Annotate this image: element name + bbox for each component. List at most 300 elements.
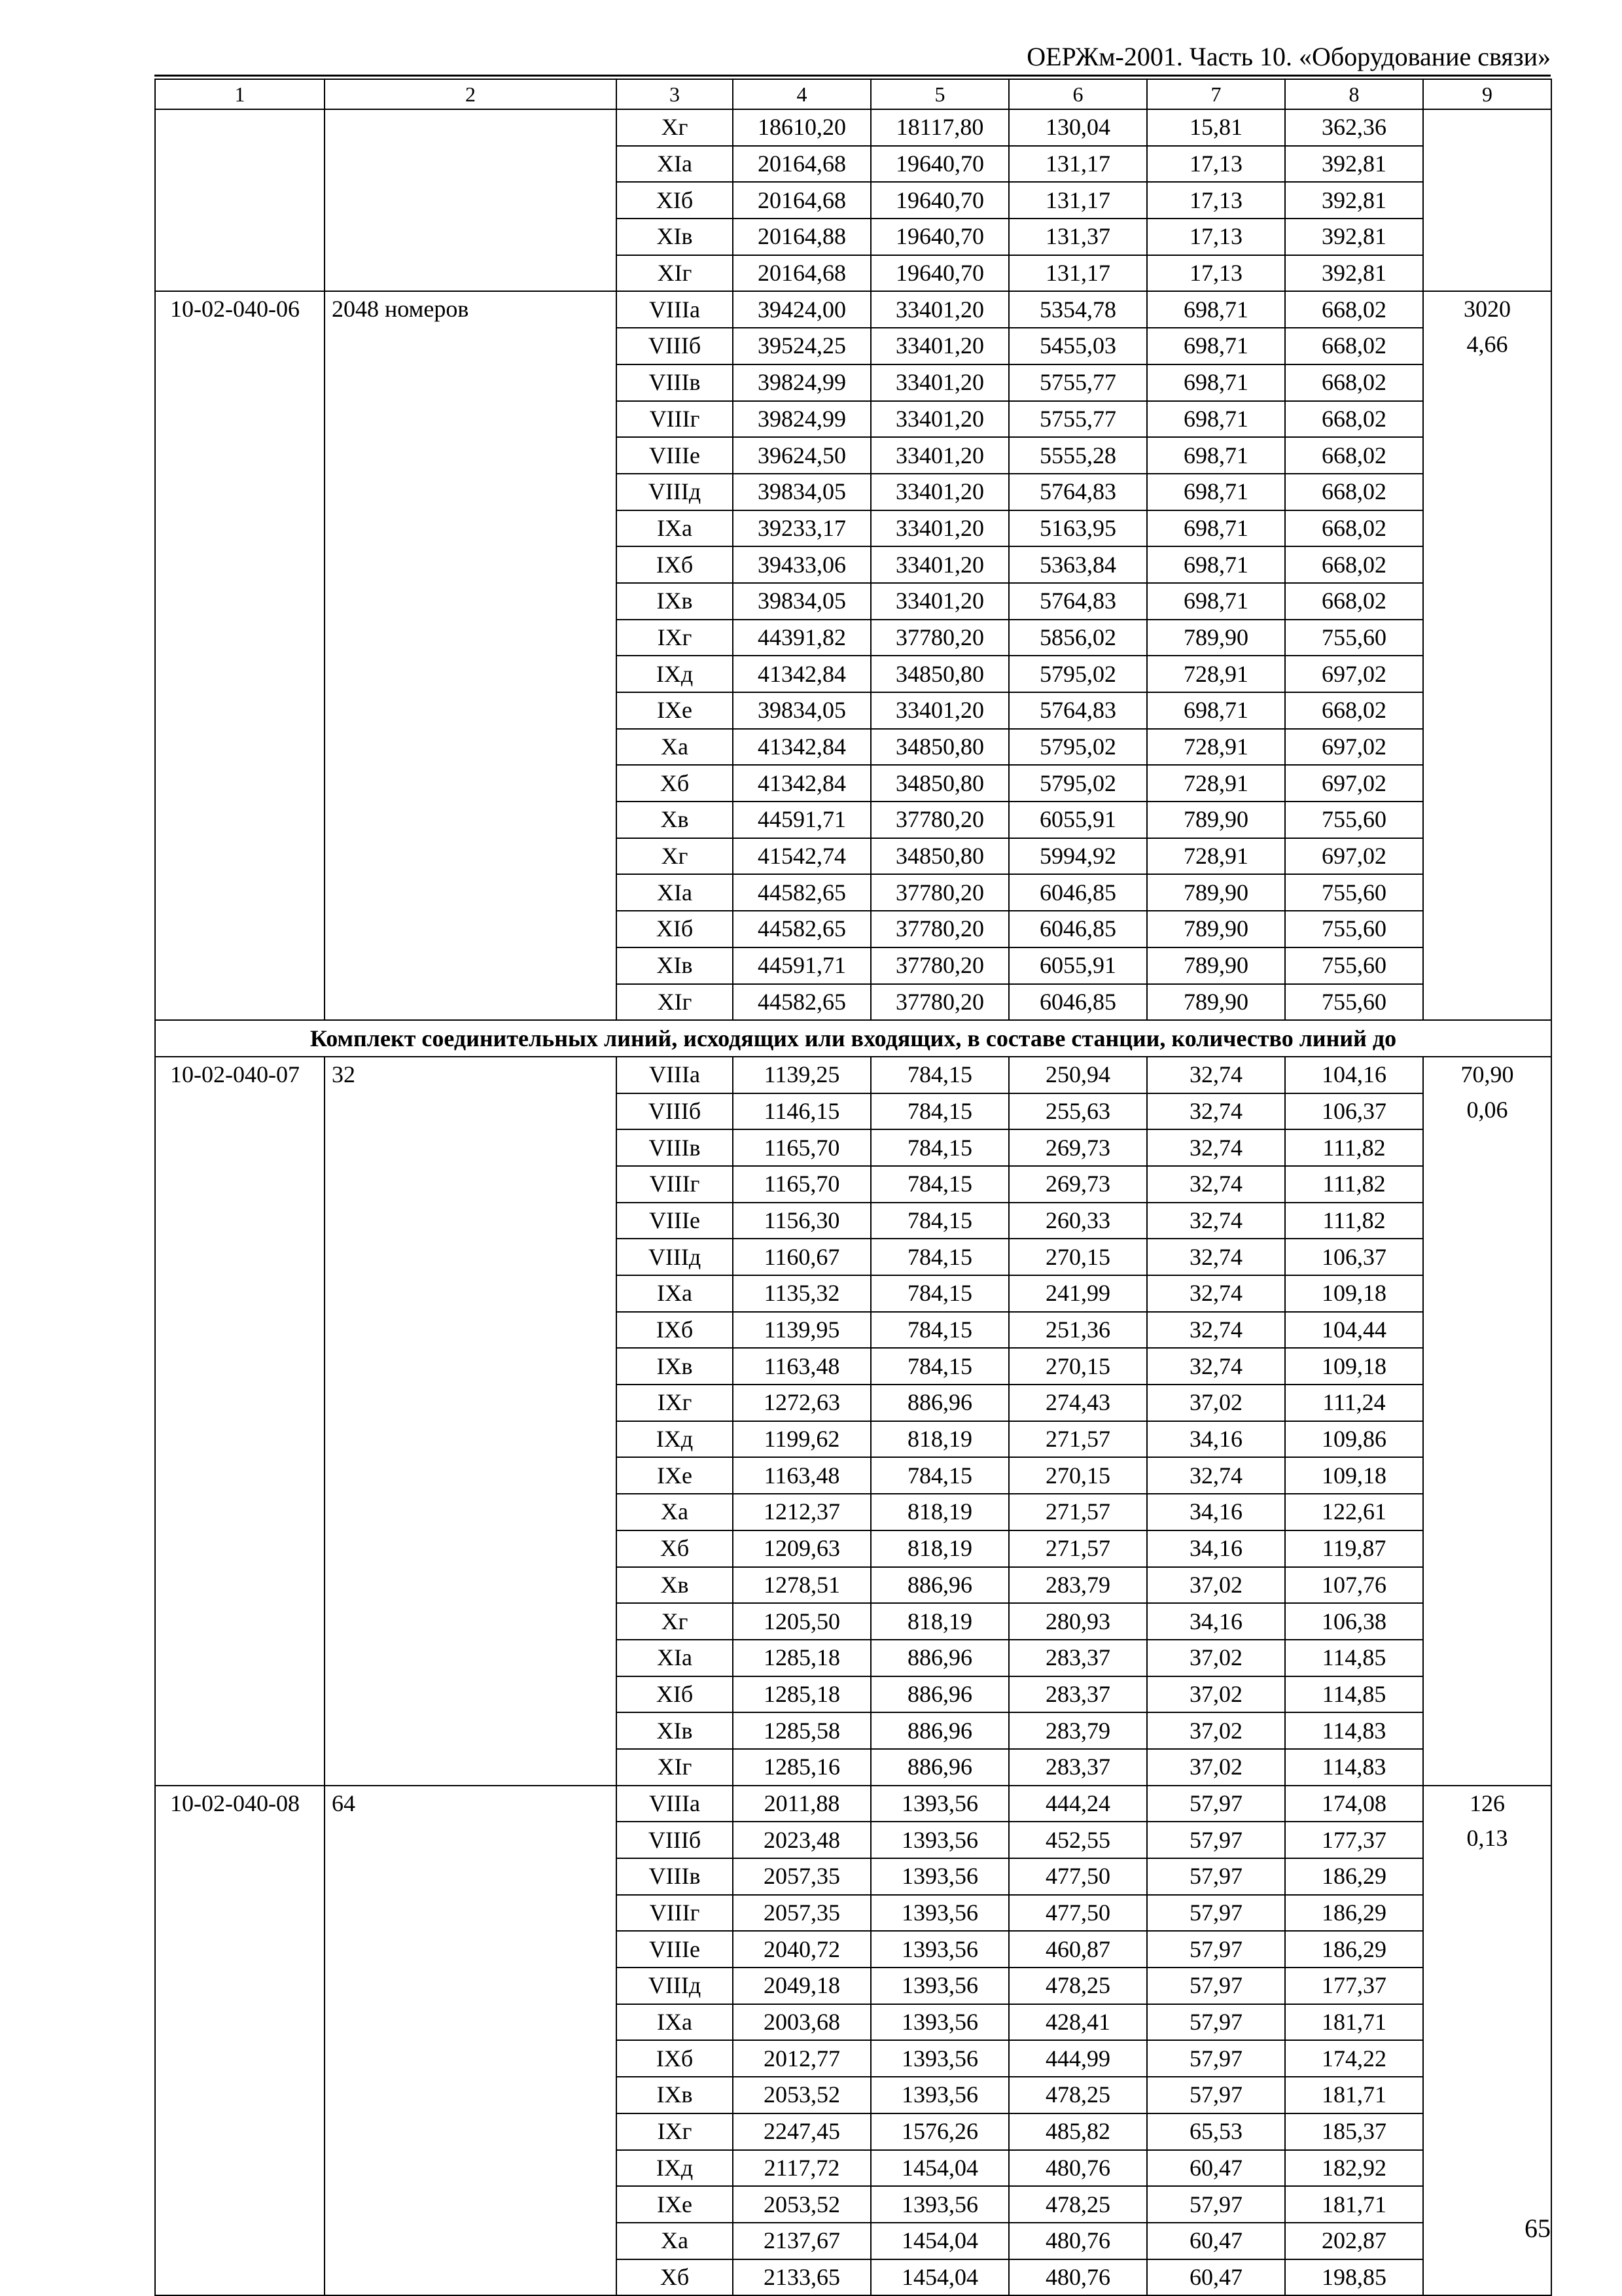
value-cell: 886,96 <box>871 1640 1009 1676</box>
value-cell: 17,13 <box>1147 255 1285 292</box>
category-cell: XIв <box>616 1712 733 1749</box>
value-cell: 478,25 <box>1009 2186 1147 2223</box>
value-cell: 1163,48 <box>733 1348 871 1385</box>
value-cell: 784,15 <box>871 1312 1009 1349</box>
value-cell: 33401,20 <box>871 401 1009 438</box>
value-cell: 697,02 <box>1285 765 1423 802</box>
value-cell: 668,02 <box>1285 401 1423 438</box>
value-cell: 1165,70 <box>733 1166 871 1203</box>
value-cell: 789,90 <box>1147 874 1285 911</box>
value-cell: 444,99 <box>1009 2040 1147 2077</box>
category-cell: IXг <box>616 1385 733 1421</box>
value-cell: 6046,85 <box>1009 911 1147 947</box>
value-cell: 37,02 <box>1147 1640 1285 1676</box>
value-cell: 697,02 <box>1285 838 1423 875</box>
value-cell: 5764,83 <box>1009 474 1147 510</box>
value-cell: 104,44 <box>1285 1312 1423 1349</box>
table-row <box>155 109 1551 146</box>
value-cell: 392,81 <box>1285 255 1423 292</box>
value-cell: 37780,20 <box>871 874 1009 911</box>
value-cell: 34850,80 <box>871 729 1009 766</box>
value-cell: 1393,56 <box>871 1931 1009 1968</box>
value-cell: 20164,88 <box>733 219 871 255</box>
value-cell: 32,74 <box>1147 1275 1285 1312</box>
value-cell: 392,81 <box>1285 182 1423 219</box>
value-cell: 2049,18 <box>733 1968 871 2004</box>
value-cell: 270,15 <box>1009 1239 1147 1275</box>
value-cell: 1285,18 <box>733 1676 871 1713</box>
value-cell: 37,02 <box>1147 1749 1285 1786</box>
value-cell: 18117,80 <box>871 109 1009 146</box>
value-cell: 37780,20 <box>871 947 1009 984</box>
column9-value: 126 <box>1470 1790 1505 1816</box>
value-cell: 107,76 <box>1285 1567 1423 1604</box>
value-cell: 784,15 <box>871 1457 1009 1494</box>
value-cell: 444,24 <box>1009 1786 1147 1822</box>
value-cell: 37,02 <box>1147 1712 1285 1749</box>
value-cell: 1272,63 <box>733 1385 871 1421</box>
value-cell: 755,60 <box>1285 874 1423 911</box>
value-cell: 5856,02 <box>1009 620 1147 656</box>
value-cell: 34850,80 <box>871 656 1009 692</box>
value-cell: 1139,25 <box>733 1057 871 1093</box>
category-cell: IXв <box>616 583 733 620</box>
value-cell: 34850,80 <box>871 765 1009 802</box>
category-cell: IXб <box>616 546 733 583</box>
value-cell: 697,02 <box>1285 729 1423 766</box>
value-cell: 39834,05 <box>733 474 871 510</box>
value-cell: 283,79 <box>1009 1567 1147 1604</box>
value-cell: 19640,70 <box>871 255 1009 292</box>
value-cell: 1393,56 <box>871 1822 1009 1858</box>
value-cell: 668,02 <box>1285 692 1423 729</box>
value-cell: 789,90 <box>1147 984 1285 1021</box>
value-cell: 34,16 <box>1147 1530 1285 1567</box>
value-cell: 668,02 <box>1285 474 1423 510</box>
value-cell: 255,63 <box>1009 1093 1147 1130</box>
value-cell: 1393,56 <box>871 1895 1009 1932</box>
value-cell: 5455,03 <box>1009 328 1147 364</box>
value-cell: 60,47 <box>1147 2150 1285 2187</box>
value-cell: 428,41 <box>1009 2004 1147 2041</box>
category-cell: VIIIе <box>616 437 733 474</box>
header-rule <box>154 75 1551 77</box>
page-number: 65 <box>1525 2214 1551 2243</box>
value-cell: 131,37 <box>1009 219 1147 255</box>
value-cell: 57,97 <box>1147 2004 1285 2041</box>
value-cell: 186,29 <box>1285 1895 1423 1932</box>
value-cell: 477,50 <box>1009 1895 1147 1932</box>
value-cell: 131,17 <box>1009 255 1147 292</box>
value-cell: 177,37 <box>1285 1968 1423 2004</box>
value-cell: 728,91 <box>1147 656 1285 692</box>
rate-code: 10-02-040-06 <box>155 291 325 1020</box>
value-cell: 271,57 <box>1009 1421 1147 1458</box>
value-cell: 39624,50 <box>733 437 871 474</box>
value-cell: 1285,58 <box>733 1712 871 1749</box>
value-cell: 755,60 <box>1285 947 1423 984</box>
value-cell: 485,82 <box>1009 2113 1147 2150</box>
category-cell: VIIIе <box>616 1203 733 1239</box>
value-cell: 260,33 <box>1009 1203 1147 1239</box>
value-cell: 39433,06 <box>733 546 871 583</box>
value-cell: 122,61 <box>1285 1494 1423 1530</box>
category-cell: IXд <box>616 2150 733 2187</box>
value-cell: 477,50 <box>1009 1858 1147 1895</box>
value-cell: 114,83 <box>1285 1749 1423 1786</box>
value-cell: 271,57 <box>1009 1530 1147 1567</box>
category-cell: VIIIб <box>616 1822 733 1858</box>
category-cell: Xв <box>616 1567 733 1604</box>
column-number: 3 <box>616 79 733 109</box>
category-cell: IXе <box>616 1457 733 1494</box>
category-cell: XIа <box>616 146 733 183</box>
value-cell: 19640,70 <box>871 219 1009 255</box>
category-cell: XIб <box>616 182 733 219</box>
value-cell: 478,25 <box>1009 2077 1147 2113</box>
value-cell: 2053,52 <box>733 2077 871 2113</box>
value-cell: 2011,88 <box>733 1786 871 1822</box>
value-cell: 32,74 <box>1147 1129 1285 1166</box>
value-cell: 186,29 <box>1285 1931 1423 1968</box>
value-cell: 2137,67 <box>733 2223 871 2259</box>
value-cell: 1454,04 <box>871 2223 1009 2259</box>
category-cell: IXв <box>616 2077 733 2113</box>
value-cell: 181,71 <box>1285 2077 1423 2113</box>
value-cell: 280,93 <box>1009 1603 1147 1640</box>
section-title: Комплект соединительных линий, исходящих или входящих, в составе станции, количество линий до <box>155 1020 1551 1057</box>
value-cell: 33401,20 <box>871 510 1009 547</box>
column-number: 8 <box>1285 79 1423 109</box>
value-cell: 1393,56 <box>871 1968 1009 2004</box>
value-cell: 57,97 <box>1147 1968 1285 2004</box>
value-cell: 886,96 <box>871 1567 1009 1604</box>
category-cell: Xа <box>616 729 733 766</box>
value-cell: 452,55 <box>1009 1822 1147 1858</box>
value-cell: 44582,65 <box>733 911 871 947</box>
value-cell: 20164,68 <box>733 255 871 292</box>
value-cell: 668,02 <box>1285 291 1423 328</box>
value-cell: 106,38 <box>1285 1603 1423 1640</box>
value-cell: 1135,32 <box>733 1275 871 1312</box>
value-cell: 274,43 <box>1009 1385 1147 1421</box>
value-cell: 1199,62 <box>733 1421 871 1458</box>
value-cell: 2133,65 <box>733 2259 871 2296</box>
value-cell: 886,96 <box>871 1385 1009 1421</box>
column-number-row <box>155 79 1551 109</box>
value-cell: 2057,35 <box>733 1895 871 1932</box>
value-cell: 182,92 <box>1285 2150 1423 2187</box>
value-cell: 728,91 <box>1147 765 1285 802</box>
category-cell: IXе <box>616 2186 733 2223</box>
category-cell: Xб <box>616 2259 733 2296</box>
value-cell: 111,82 <box>1285 1129 1423 1166</box>
value-cell: 202,87 <box>1285 2223 1423 2259</box>
value-cell: 39524,25 <box>733 328 871 364</box>
value-cell: 5795,02 <box>1009 765 1147 802</box>
value-cell: 37,02 <box>1147 1567 1285 1604</box>
value-cell: 668,02 <box>1285 328 1423 364</box>
value-cell: 37,02 <box>1147 1676 1285 1713</box>
value-cell: 57,97 <box>1147 1822 1285 1858</box>
value-cell: 1165,70 <box>733 1129 871 1166</box>
value-cell: 698,71 <box>1147 364 1285 401</box>
value-cell: 131,17 <box>1009 146 1147 183</box>
value-cell: 460,87 <box>1009 1931 1147 1968</box>
value-cell: 106,37 <box>1285 1239 1423 1275</box>
category-cell: XIб <box>616 1676 733 1713</box>
value-cell: 668,02 <box>1285 546 1423 583</box>
value-cell: 111,82 <box>1285 1203 1423 1239</box>
category-cell: VIIIг <box>616 401 733 438</box>
value-cell: 119,87 <box>1285 1530 1423 1567</box>
value-cell: 114,85 <box>1285 1676 1423 1713</box>
value-cell: 33401,20 <box>871 437 1009 474</box>
value-cell: 1285,18 <box>733 1640 871 1676</box>
value-cell: 6046,85 <box>1009 984 1147 1021</box>
value-cell: 698,71 <box>1147 291 1285 328</box>
value-cell: 60,47 <box>1147 2259 1285 2296</box>
value-cell: 818,19 <box>871 1530 1009 1567</box>
column9-values <box>1423 109 1551 291</box>
value-cell: 698,71 <box>1147 328 1285 364</box>
value-cell: 131,17 <box>1009 182 1147 219</box>
category-cell: VIIIе <box>616 1931 733 1968</box>
value-cell: 33401,20 <box>871 328 1009 364</box>
value-cell: 5764,83 <box>1009 583 1147 620</box>
value-cell: 32,74 <box>1147 1239 1285 1275</box>
value-cell: 37780,20 <box>871 802 1009 838</box>
value-cell: 755,60 <box>1285 620 1423 656</box>
value-cell: 1393,56 <box>871 2004 1009 2041</box>
category-cell: Xг <box>616 1603 733 1640</box>
value-cell: 1209,63 <box>733 1530 871 1567</box>
value-cell: 784,15 <box>871 1239 1009 1275</box>
value-cell: 5755,77 <box>1009 364 1147 401</box>
value-cell: 5354,78 <box>1009 291 1147 328</box>
value-cell: 109,86 <box>1285 1421 1423 1458</box>
value-cell: 784,15 <box>871 1129 1009 1166</box>
category-cell: IXв <box>616 1348 733 1385</box>
value-cell: 17,13 <box>1147 146 1285 183</box>
value-cell: 5764,83 <box>1009 692 1147 729</box>
value-cell: 32,74 <box>1147 1348 1285 1385</box>
column-number: 7 <box>1147 79 1285 109</box>
category-cell: VIIIа <box>616 1057 733 1093</box>
value-cell: 57,97 <box>1147 1931 1285 1968</box>
value-cell: 39233,17 <box>733 510 871 547</box>
category-cell: VIIIв <box>616 1129 733 1166</box>
value-cell: 668,02 <box>1285 583 1423 620</box>
value-cell: 57,97 <box>1147 1895 1285 1932</box>
value-cell: 32,74 <box>1147 1166 1285 1203</box>
value-cell: 33401,20 <box>871 692 1009 729</box>
value-cell: 269,73 <box>1009 1166 1147 1203</box>
value-cell: 6046,85 <box>1009 874 1147 911</box>
value-cell: 1454,04 <box>871 2150 1009 2187</box>
value-cell: 37,02 <box>1147 1385 1285 1421</box>
value-cell: 57,97 <box>1147 2040 1285 2077</box>
value-cell: 784,15 <box>871 1093 1009 1130</box>
category-cell: VIIIд <box>616 1968 733 2004</box>
value-cell: 111,24 <box>1285 1385 1423 1421</box>
value-cell: 6055,91 <box>1009 802 1147 838</box>
value-cell: 57,97 <box>1147 2186 1285 2223</box>
value-cell: 698,71 <box>1147 546 1285 583</box>
value-cell: 728,91 <box>1147 838 1285 875</box>
value-cell: 668,02 <box>1285 437 1423 474</box>
value-cell: 174,22 <box>1285 2040 1423 2077</box>
value-cell: 111,82 <box>1285 1166 1423 1203</box>
value-cell: 33401,20 <box>871 474 1009 510</box>
value-cell: 1285,16 <box>733 1749 871 1786</box>
value-cell: 39424,00 <box>733 291 871 328</box>
value-cell: 784,15 <box>871 1057 1009 1093</box>
value-cell: 1212,37 <box>733 1494 871 1530</box>
value-cell: 755,60 <box>1285 911 1423 947</box>
value-cell: 789,90 <box>1147 802 1285 838</box>
category-cell: XIв <box>616 947 733 984</box>
value-cell: 5555,28 <box>1009 437 1147 474</box>
value-cell: 698,71 <box>1147 583 1285 620</box>
value-cell: 41342,84 <box>733 765 871 802</box>
value-cell: 283,37 <box>1009 1676 1147 1713</box>
value-cell: 480,76 <box>1009 2150 1147 2187</box>
value-cell: 185,37 <box>1285 2113 1423 2150</box>
value-cell: 1278,51 <box>733 1567 871 1604</box>
value-cell: 480,76 <box>1009 2223 1147 2259</box>
value-cell: 698,71 <box>1147 692 1285 729</box>
value-cell: 755,60 <box>1285 984 1423 1021</box>
value-cell: 886,96 <box>871 1712 1009 1749</box>
value-cell: 34850,80 <box>871 838 1009 875</box>
category-cell: VIIIд <box>616 1239 733 1275</box>
rate-name <box>325 109 616 291</box>
category-cell: VIIIв <box>616 1858 733 1895</box>
value-cell: 478,25 <box>1009 1968 1147 2004</box>
value-cell: 2117,72 <box>733 2150 871 2187</box>
value-cell: 789,90 <box>1147 947 1285 984</box>
category-cell: Xб <box>616 765 733 802</box>
category-cell: Xг <box>616 109 733 146</box>
category-cell: IXа <box>616 510 733 547</box>
table-row <box>155 291 1551 328</box>
value-cell: 41342,84 <box>733 729 871 766</box>
category-cell: XIг <box>616 255 733 292</box>
value-cell: 728,91 <box>1147 729 1285 766</box>
category-cell: IXа <box>616 2004 733 2041</box>
value-cell: 177,37 <box>1285 1822 1423 1858</box>
rate-code <box>155 109 325 291</box>
value-cell: 57,97 <box>1147 2077 1285 2113</box>
category-cell: IXд <box>616 656 733 692</box>
category-cell: Xв <box>616 802 733 838</box>
value-cell: 32,74 <box>1147 1203 1285 1239</box>
category-cell: XIа <box>616 874 733 911</box>
value-cell: 109,18 <box>1285 1348 1423 1385</box>
value-cell: 698,71 <box>1147 510 1285 547</box>
value-cell: 480,76 <box>1009 2259 1147 2296</box>
section-header-row <box>155 1020 1551 1057</box>
value-cell: 362,36 <box>1285 109 1423 146</box>
category-cell: XIа <box>616 1640 733 1676</box>
value-cell: 270,15 <box>1009 1348 1147 1385</box>
value-cell: 57,97 <box>1147 1858 1285 1895</box>
value-cell: 20164,68 <box>733 182 871 219</box>
column9-values <box>1423 1057 1551 1786</box>
value-cell: 33401,20 <box>871 291 1009 328</box>
rate-name: 32 <box>325 1057 616 1786</box>
value-cell: 6055,91 <box>1009 947 1147 984</box>
value-cell: 1393,56 <box>871 2077 1009 2113</box>
category-cell: IXг <box>616 2113 733 2150</box>
value-cell: 784,15 <box>871 1166 1009 1203</box>
rate-code: 10-02-040-07 <box>155 1057 325 1786</box>
category-cell: VIIIб <box>616 328 733 364</box>
value-cell: 2247,45 <box>733 2113 871 2150</box>
value-cell: 1393,56 <box>871 2040 1009 2077</box>
value-cell: 104,16 <box>1285 1057 1423 1093</box>
value-cell: 784,15 <box>871 1348 1009 1385</box>
category-cell: Xг <box>616 838 733 875</box>
value-cell: 2053,52 <box>733 2186 871 2223</box>
table-body <box>155 109 1551 2295</box>
value-cell: 39824,99 <box>733 401 871 438</box>
value-cell: 2040,72 <box>733 1931 871 1968</box>
value-cell: 1393,56 <box>871 2186 1009 2223</box>
value-cell: 283,79 <box>1009 1712 1147 1749</box>
category-cell: VIIIг <box>616 1895 733 1932</box>
value-cell: 33401,20 <box>871 546 1009 583</box>
value-cell: 886,96 <box>871 1749 1009 1786</box>
column9-value: 3020 <box>1464 296 1511 323</box>
rate-code: 10-02-040-08 <box>155 1786 325 2296</box>
column9-value: 70,90 <box>1460 1061 1514 1087</box>
category-cell: XIг <box>616 984 733 1021</box>
value-cell: 186,29 <box>1285 1858 1423 1895</box>
value-cell: 818,19 <box>871 1494 1009 1530</box>
value-cell: 33401,20 <box>871 583 1009 620</box>
category-cell: IXд <box>616 1421 733 1458</box>
value-cell: 109,18 <box>1285 1457 1423 1494</box>
value-cell: 44591,71 <box>733 947 871 984</box>
category-cell: XIв <box>616 219 733 255</box>
value-cell: 130,04 <box>1009 109 1147 146</box>
category-cell: XIб <box>616 911 733 947</box>
category-cell: Xа <box>616 2223 733 2259</box>
value-cell: 114,83 <box>1285 1712 1423 1749</box>
value-cell: 1163,48 <box>733 1457 871 1494</box>
category-cell: Xа <box>616 1494 733 1530</box>
column9-value: 0,06 <box>1466 1096 1508 1123</box>
value-cell: 1160,67 <box>733 1239 871 1275</box>
category-cell: Xб <box>616 1530 733 1567</box>
value-cell: 44582,65 <box>733 984 871 1021</box>
value-cell: 44582,65 <box>733 874 871 911</box>
category-cell: IXб <box>616 1312 733 1349</box>
value-cell: 19640,70 <box>871 146 1009 183</box>
value-cell: 17,13 <box>1147 182 1285 219</box>
value-cell: 39834,05 <box>733 583 871 620</box>
value-cell: 818,19 <box>871 1421 1009 1458</box>
value-cell: 2003,68 <box>733 2004 871 2041</box>
rates-table <box>154 79 1552 2296</box>
category-cell: VIIIв <box>616 364 733 401</box>
value-cell: 19640,70 <box>871 182 1009 219</box>
value-cell: 5994,92 <box>1009 838 1147 875</box>
value-cell: 250,94 <box>1009 1057 1147 1093</box>
value-cell: 5795,02 <box>1009 729 1147 766</box>
